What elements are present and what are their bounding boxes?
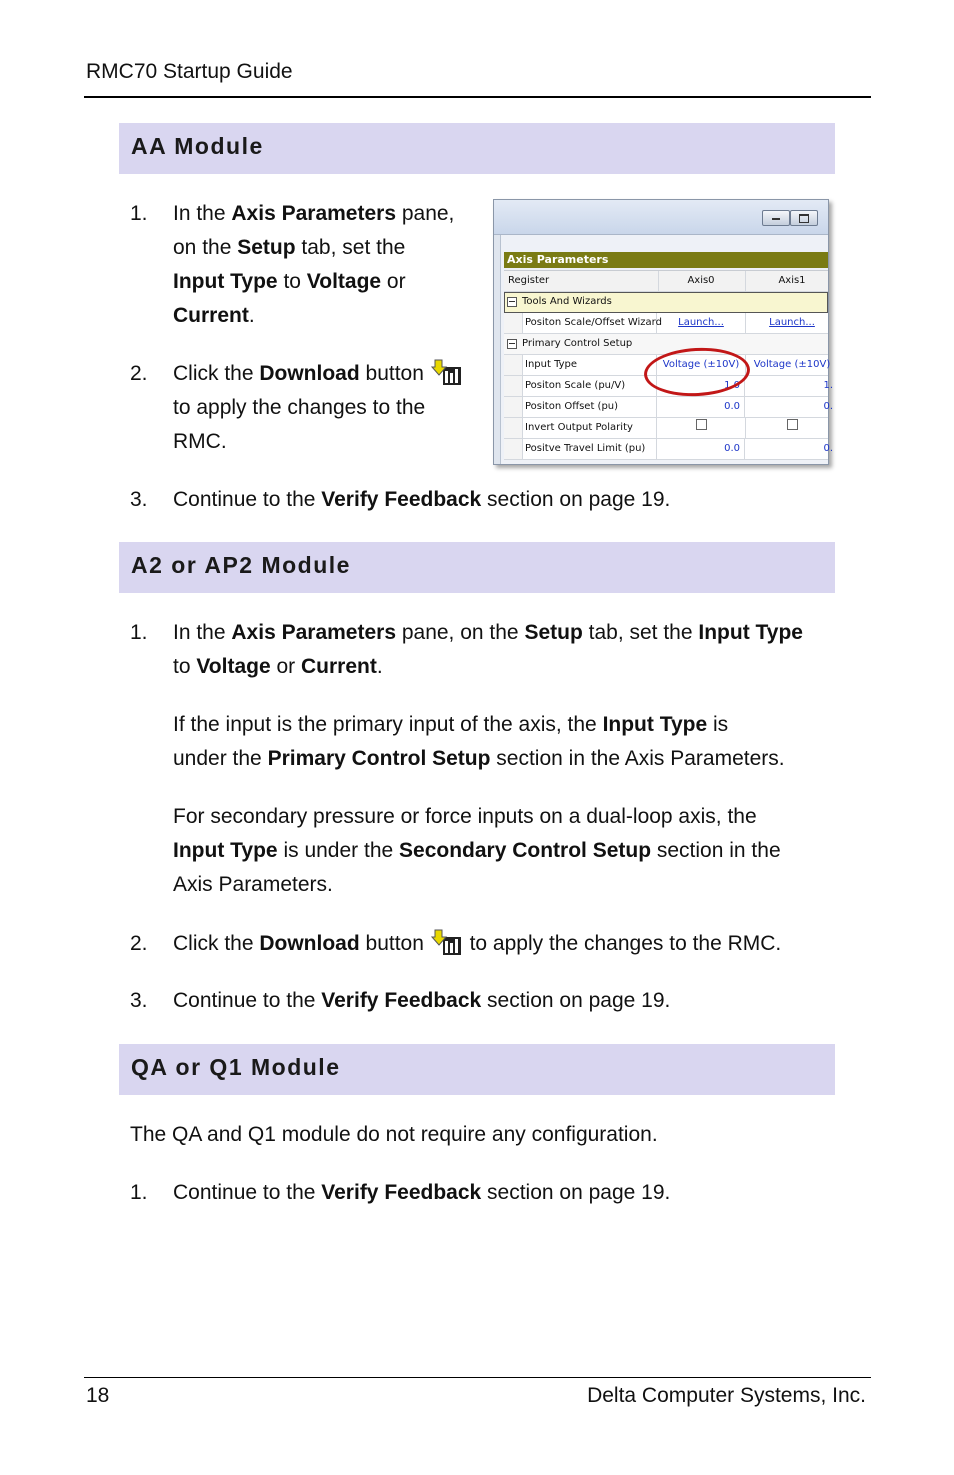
side-panel-edge <box>494 235 501 464</box>
header-divider <box>84 96 871 98</box>
aa-step2-text: Click the Download button to apply the changes to the RMC. <box>173 357 483 459</box>
a2-note1-text: If the input is the primary input of the axis, the Input Type is under the Primary Control Setup section in the Axis Parameters. <box>173 713 785 770</box>
section-heading-a2 <box>119 542 835 593</box>
a2-note2-text: For secondary pressure or force inputs on a dual-loop axis, the Input Type is under the Secondary Control Setup section in the Axis Parameters. <box>173 805 781 896</box>
step-number: 1. <box>130 621 148 644</box>
section-title: QA or Q1 Module <box>131 1054 341 1080</box>
grid-header-row <box>504 270 828 292</box>
qa-intro-text: The QA and Q1 module do not require any configuration. <box>130 1123 658 1146</box>
section-heading-aa <box>119 123 835 174</box>
step-number: 3. <box>130 989 148 1012</box>
section-heading-qa <box>119 1044 835 1095</box>
launch-link: Launch... <box>657 313 746 333</box>
table-row: Positon Scale/Offset Wizard Launch... Launch... <box>504 313 828 334</box>
a2-step1-text: In the Axis Parameters pane, on the Setup tab, set the Input Type to Voltage or Current. <box>173 621 803 678</box>
step-number: 1. <box>130 202 148 225</box>
footer-divider <box>84 1377 871 1378</box>
maximize-icon <box>790 210 818 226</box>
checkbox <box>696 419 707 430</box>
step-number: 3. <box>130 488 148 511</box>
column-header: Register <box>504 271 659 291</box>
step-number: 2. <box>130 362 148 385</box>
download-icon <box>432 358 462 386</box>
section-title: AA Module <box>131 133 264 159</box>
section-title: A2 or AP2 Module <box>131 552 351 578</box>
table-row: Positon Offset (pu) 0.0 0. <box>504 397 828 418</box>
category-row: Primary Control Setup <box>504 334 828 355</box>
table-row: Invert Output Polarity <box>504 418 828 439</box>
pane-title: Axis Parameters <box>504 252 828 268</box>
table-row: Positve Travel Limit (pu) 0.0 0. <box>504 439 828 460</box>
minimize-icon <box>762 210 790 226</box>
step-number: 1. <box>130 1181 148 1204</box>
axis-parameters-screenshot <box>493 199 831 467</box>
aa-step1-text: In the Axis Parameters pane, on the Setup tab, set the Input Type to Voltage or Current. <box>173 202 455 327</box>
a2-step3-text: Continue to the Verify Feedback section on page 19. <box>173 989 671 1012</box>
aa-step3-text: Continue to the Verify Feedback section on page 19. <box>173 488 671 511</box>
qa-step1-text: Continue to the Verify Feedback section on page 19. <box>173 1181 671 1204</box>
checkbox <box>787 419 798 430</box>
download-icon <box>432 928 462 956</box>
page-number: 18 <box>86 1384 110 1407</box>
category-row: Tools And Wizards <box>504 292 828 313</box>
column-header: Axis0 <box>657 271 746 291</box>
table-row: Positon Scale (pu/V) 1.0 1. <box>504 376 828 397</box>
table-row: Input Type Voltage (±10V) Voltage (±10V) <box>504 355 828 376</box>
app-window <box>493 199 833 465</box>
footer-company: Delta Computer Systems, Inc. <box>587 1384 866 1407</box>
launch-link: Launch... <box>769 317 815 328</box>
step-number: 2. <box>130 932 148 955</box>
page-header-title: RMC70 Startup Guide <box>86 60 293 83</box>
column-header: Axis1 <box>778 275 806 286</box>
a2-step2-text: Click the Download button to apply the changes to the RMC. <box>173 927 833 961</box>
window-title-bar <box>494 200 828 235</box>
